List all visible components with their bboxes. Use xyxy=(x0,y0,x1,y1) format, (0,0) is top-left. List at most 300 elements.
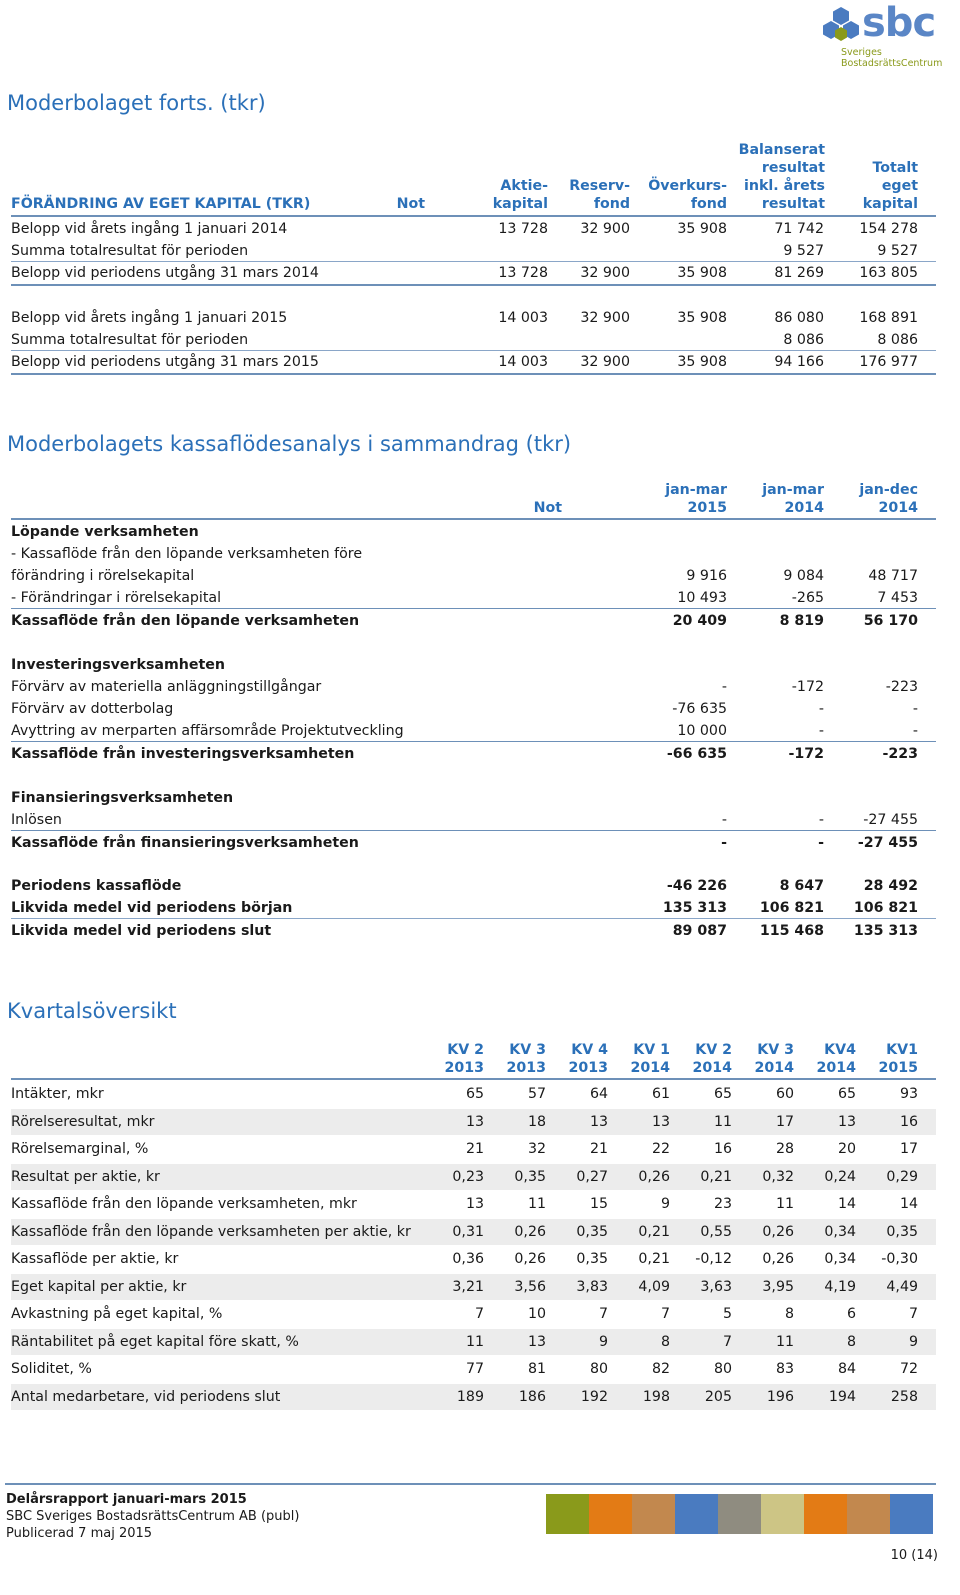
row-value: 9 xyxy=(660,1196,670,1212)
row-value: 14 003 xyxy=(498,354,548,370)
row-value: -27 455 xyxy=(857,835,918,851)
row-label: Periodens kassaflöde xyxy=(11,878,182,894)
row-value: - xyxy=(912,701,918,717)
footer-company: SBC Sveriges BostadsrättsCentrum AB (publ) xyxy=(6,1509,300,1524)
row-value: 11 xyxy=(713,1113,732,1130)
quarter-row xyxy=(11,1246,936,1272)
row-value: 154 278 xyxy=(859,221,918,237)
row-label: - Förändringar i rörelsekapital xyxy=(11,590,222,606)
row-value: 81 269 xyxy=(774,265,824,281)
header-line: KV 3 xyxy=(757,1042,794,1058)
cashflow-row xyxy=(11,787,936,809)
quarter-row xyxy=(11,1081,936,1107)
row-label: Finansieringsverksamheten xyxy=(11,790,234,806)
row-label: Eget kapital per aktie, kr xyxy=(11,1278,187,1295)
row-value: 7 453 xyxy=(877,590,918,606)
row-value: 14 003 xyxy=(498,310,548,326)
row-value: 57 xyxy=(527,1086,546,1102)
row-value: 163 805 xyxy=(859,265,918,281)
row-value: 94 166 xyxy=(774,354,824,370)
row-value: 7 xyxy=(598,1306,608,1322)
header-line: KV4 xyxy=(824,1042,856,1058)
row-value: 4,19 xyxy=(824,1278,856,1295)
row-value: 20 409 xyxy=(672,613,727,629)
row-value: 35 908 xyxy=(677,221,727,237)
row-label: Inlösen xyxy=(11,812,62,828)
row-value: 0,35 xyxy=(514,1168,546,1185)
row-value: 80 xyxy=(713,1361,732,1377)
header-line: fond xyxy=(690,196,727,212)
row-value: 9 xyxy=(908,1333,918,1350)
row-value: 60 xyxy=(775,1086,794,1102)
row-value: 15 xyxy=(589,1196,608,1212)
quarter-column-header xyxy=(680,1041,732,1077)
section2-title: Moderbolagets kassaflödesanalys i sammandrag (tkr) xyxy=(7,432,572,456)
quarter-column-header xyxy=(494,1041,546,1077)
row-value: 11 xyxy=(527,1196,546,1212)
row-value: 9 527 xyxy=(783,243,824,259)
header-line: 2014 xyxy=(630,1060,670,1076)
row-value: 6 xyxy=(846,1306,856,1322)
row-value: - xyxy=(721,835,727,851)
header-line: 2013 xyxy=(568,1060,608,1076)
quarter-row xyxy=(11,1356,936,1382)
divider xyxy=(11,918,936,919)
header-line: Överkurs- xyxy=(648,178,727,194)
row-label: Räntabilitet på eget kapital före skatt, % xyxy=(11,1333,299,1350)
cashflow-row xyxy=(11,676,936,698)
color-stripe xyxy=(847,1494,890,1534)
row-label: Kassaflöde från finansieringsverksamheten xyxy=(11,835,359,851)
row-value: 21 xyxy=(589,1141,608,1157)
row-label: Summa totalresultat för perioden xyxy=(11,332,249,348)
row-value: 0,21 xyxy=(638,1251,670,1267)
footer-color-stripes xyxy=(546,1494,933,1534)
quarter-row xyxy=(11,1191,936,1217)
row-value: 13 xyxy=(465,1196,484,1212)
row-value: 10 xyxy=(527,1306,546,1322)
row-value: 3,83 xyxy=(576,1278,608,1295)
quarter-row xyxy=(11,1219,936,1245)
section3-title: Kvartalsöversikt xyxy=(7,999,177,1023)
row-value: 0,21 xyxy=(700,1168,732,1185)
cashflow-header-c2 xyxy=(740,481,824,517)
row-value: 61 xyxy=(651,1086,670,1102)
header-line: KV1 xyxy=(886,1042,918,1058)
header-line: 2015 xyxy=(878,1060,918,1076)
divider xyxy=(11,261,936,262)
row-value: -27 455 xyxy=(863,812,918,828)
cashflow-row xyxy=(11,610,936,632)
footer-report-title: Delårsrapport januari-mars 2015 xyxy=(6,1492,247,1507)
header-line: resultat xyxy=(761,160,825,176)
row-value: 8 086 xyxy=(783,332,824,348)
header-line: KV 1 xyxy=(633,1042,670,1058)
quarter-column-header xyxy=(556,1041,608,1077)
quarter-column-header xyxy=(742,1041,794,1077)
row-value: 0,26 xyxy=(638,1168,670,1185)
row-label: Rörelseresultat, mkr xyxy=(11,1113,155,1130)
row-value: 13 xyxy=(465,1113,484,1130)
divider xyxy=(11,741,936,742)
row-value: 7 xyxy=(474,1306,484,1322)
row-value: 3,21 xyxy=(452,1278,484,1295)
quarter-row xyxy=(11,1274,936,1300)
header-line: kapital xyxy=(862,196,918,212)
header-line: 2014 xyxy=(878,500,918,516)
row-value: 65 xyxy=(465,1086,484,1102)
header-line: KV 2 xyxy=(695,1042,732,1058)
quarter-column-header xyxy=(432,1041,484,1077)
row-value: 8 647 xyxy=(779,878,824,894)
row-value: -0,12 xyxy=(695,1251,732,1267)
footer-published: Publicerad 7 maj 2015 xyxy=(6,1526,153,1541)
divider xyxy=(11,350,936,351)
header-line: 2014 xyxy=(816,1060,856,1076)
row-value: 168 891 xyxy=(859,310,918,326)
row-value: 11 xyxy=(775,1333,794,1350)
row-label: förändring i rörelsekapital xyxy=(11,568,195,584)
row-value: 9 084 xyxy=(783,568,824,584)
logo-line1: Sveriges xyxy=(841,47,882,58)
row-value: 0,32 xyxy=(762,1168,794,1185)
row-value: 0,35 xyxy=(886,1223,918,1240)
row-value: 32 900 xyxy=(580,354,630,370)
sbc-logo xyxy=(822,0,943,69)
row-value: 7 xyxy=(722,1333,732,1350)
quarter-row xyxy=(11,1301,936,1327)
equity-row xyxy=(11,240,936,262)
cashflow-header-c3 xyxy=(840,481,918,517)
row-value: 135 313 xyxy=(853,923,918,939)
row-value: 8 xyxy=(846,1333,856,1350)
row-value: 115 468 xyxy=(759,923,824,939)
row-value: 5 xyxy=(722,1306,732,1322)
row-value: -76 635 xyxy=(672,701,727,717)
quarter-row xyxy=(11,1109,936,1135)
row-value: 7 xyxy=(908,1306,918,1322)
row-label: Kassaflöde från den löpande verksamheten, mkr xyxy=(11,1196,357,1212)
row-value: 176 977 xyxy=(859,354,918,370)
cashflow-header-c1 xyxy=(640,481,727,517)
row-value: 135 313 xyxy=(662,900,727,916)
row-value: 18 xyxy=(527,1113,546,1130)
row-value: 8 xyxy=(784,1306,794,1322)
row-value: 13 728 xyxy=(498,265,548,281)
cashflow-row xyxy=(11,587,936,609)
row-value: - xyxy=(818,723,824,739)
row-label: - Kassaflöde från den löpande verksamheten före xyxy=(11,546,363,562)
row-value: 0,26 xyxy=(514,1223,546,1240)
row-value: 14 xyxy=(899,1196,918,1212)
row-value: 65 xyxy=(713,1086,732,1102)
row-value: 28 xyxy=(775,1141,794,1157)
row-label: Avkastning på eget kapital, % xyxy=(11,1306,223,1322)
row-value: 81 xyxy=(527,1361,546,1377)
row-value: 65 xyxy=(837,1086,856,1102)
row-label: Antal medarbetare, vid periodens slut xyxy=(11,1388,281,1405)
row-value: 9 916 xyxy=(686,568,727,584)
row-label: Soliditet, % xyxy=(11,1361,92,1377)
logo-line2: BostadsrättsCentrum xyxy=(841,58,943,69)
divider xyxy=(11,1078,936,1080)
row-value: 83 xyxy=(775,1361,794,1377)
header-line: 2013 xyxy=(506,1060,546,1076)
row-label: Belopp vid periodens utgång 31 mars 2014 xyxy=(11,265,319,281)
header-line: jan-dec xyxy=(859,482,918,498)
row-value: - xyxy=(721,812,727,828)
row-value: 198 xyxy=(642,1388,670,1405)
cashflow-row xyxy=(11,832,936,854)
row-value: 13 xyxy=(837,1113,856,1130)
cashflow-row xyxy=(11,543,936,565)
row-value: 186 xyxy=(518,1388,546,1405)
header-line: 2014 xyxy=(784,500,824,516)
equity-header-reserv xyxy=(560,177,630,213)
row-value: 11 xyxy=(465,1333,484,1350)
row-value: 86 080 xyxy=(774,310,824,326)
row-value: 3,56 xyxy=(514,1278,546,1295)
row-value: 7 xyxy=(660,1306,670,1322)
color-stripe xyxy=(546,1494,589,1534)
color-stripe xyxy=(761,1494,804,1534)
cashflow-row xyxy=(11,565,936,587)
header-line: jan-mar xyxy=(665,482,727,498)
row-value: 22 xyxy=(651,1141,670,1157)
row-value: 13 xyxy=(527,1333,546,1350)
row-value: 189 xyxy=(456,1388,484,1405)
header-line: kapital xyxy=(492,196,548,212)
row-value: 71 742 xyxy=(774,221,824,237)
row-value: - xyxy=(912,723,918,739)
header-line: KV 2 xyxy=(447,1042,484,1058)
cashflow-row xyxy=(11,809,936,831)
row-value: 8 086 xyxy=(877,332,918,348)
header-line: inkl. årets xyxy=(743,178,825,194)
row-value: 0,29 xyxy=(886,1168,918,1185)
row-value: 8 819 xyxy=(779,613,824,629)
cashflow-row xyxy=(11,698,936,720)
row-value: 4,49 xyxy=(886,1278,918,1295)
header-line: Aktie- xyxy=(500,178,548,194)
row-value: - xyxy=(818,835,824,851)
row-value: 196 xyxy=(766,1388,794,1405)
equity-row xyxy=(11,262,936,284)
row-value: 10 000 xyxy=(677,723,727,739)
row-value: 0,27 xyxy=(576,1168,608,1185)
row-value: 48 717 xyxy=(868,568,918,584)
equity-header-balanserat xyxy=(730,141,825,213)
quarter-row xyxy=(11,1164,936,1190)
row-label: Investeringsverksamheten xyxy=(11,657,225,673)
header-line: 2013 xyxy=(444,1060,484,1076)
header-line: resultat xyxy=(761,196,825,212)
row-value: 84 xyxy=(837,1361,856,1377)
page-number: 10 (14) xyxy=(890,1548,938,1563)
row-value: 0,26 xyxy=(762,1251,794,1267)
row-value: 20 xyxy=(837,1141,856,1157)
header-line: eget xyxy=(881,178,918,194)
row-value: 0,31 xyxy=(452,1223,484,1240)
equity-header-not: Not xyxy=(396,196,425,212)
row-value: 17 xyxy=(775,1113,794,1130)
divider xyxy=(11,284,936,286)
row-value: 32 900 xyxy=(580,265,630,281)
divider xyxy=(11,830,936,831)
row-value: 9 527 xyxy=(877,243,918,259)
color-stripe xyxy=(804,1494,847,1534)
row-label: Summa totalresultat för perioden xyxy=(11,243,249,259)
row-value: 0,36 xyxy=(452,1251,484,1267)
row-value: 56 170 xyxy=(863,613,918,629)
row-value: 35 908 xyxy=(677,265,727,281)
equity-header-totalt xyxy=(840,159,918,213)
row-label: Avyttring av merparten affärsområde Projektutveckling xyxy=(11,723,404,739)
cashflow-row xyxy=(11,920,936,942)
row-value: 80 xyxy=(589,1361,608,1377)
row-value: -172 xyxy=(788,746,824,762)
equity-header-label: FÖRÄNDRING AV EGET KAPITAL (TKR) xyxy=(11,196,311,212)
row-value: 14 xyxy=(837,1196,856,1212)
row-value: 205 xyxy=(704,1388,732,1405)
cashflow-row xyxy=(11,743,936,765)
cashflow-row xyxy=(11,875,936,897)
row-value: - xyxy=(818,701,824,717)
cashflow-row xyxy=(11,720,936,742)
quarter-column-header xyxy=(804,1041,856,1077)
row-value: -172 xyxy=(791,679,824,695)
row-value: 16 xyxy=(713,1141,732,1157)
row-value: 106 821 xyxy=(759,900,824,916)
row-value: 0,21 xyxy=(638,1223,670,1240)
equity-row xyxy=(11,218,936,240)
row-value: 13 728 xyxy=(498,221,548,237)
row-value: 3,63 xyxy=(700,1278,732,1295)
header-line: 2014 xyxy=(692,1060,732,1076)
section1-title: Moderbolaget forts. (tkr) xyxy=(7,91,266,115)
row-value: 0,35 xyxy=(576,1251,608,1267)
row-value: 32 xyxy=(527,1141,546,1157)
row-value: 11 xyxy=(775,1196,794,1212)
row-value: 0,55 xyxy=(700,1223,732,1240)
quarter-row xyxy=(11,1329,936,1355)
header-line: Balanserat xyxy=(738,142,825,158)
quarter-column-header xyxy=(618,1041,670,1077)
row-label: Löpande verksamheten xyxy=(11,524,199,540)
equity-row xyxy=(11,307,936,329)
header-line: KV 4 xyxy=(571,1042,608,1058)
row-value: -46 226 xyxy=(666,878,727,894)
equity-header-aktie xyxy=(480,177,548,213)
row-value: 194 xyxy=(828,1388,856,1405)
color-stripe xyxy=(632,1494,675,1534)
row-label: Rörelsemarginal, % xyxy=(11,1141,149,1157)
row-value: - xyxy=(818,812,824,828)
equity-row xyxy=(11,329,936,351)
row-value: 0,26 xyxy=(514,1251,546,1267)
row-value: 32 900 xyxy=(580,221,630,237)
cashflow-row xyxy=(11,521,936,543)
row-value: 16 xyxy=(899,1113,918,1130)
row-label: Likvida medel vid periodens början xyxy=(11,900,293,916)
logo-wordmark: sbc xyxy=(862,0,936,46)
row-value: 77 xyxy=(465,1361,484,1377)
row-value: -66 635 xyxy=(666,746,727,762)
row-value: 35 908 xyxy=(677,354,727,370)
row-value: 4,09 xyxy=(638,1278,670,1295)
row-value: 13 xyxy=(589,1113,608,1130)
header-line: Reserv- xyxy=(569,178,630,194)
quarter-column-header xyxy=(866,1041,918,1077)
color-stripe xyxy=(675,1494,718,1534)
row-value: 3,95 xyxy=(762,1278,794,1295)
row-label: Kassaflöde från investeringsverksamheten xyxy=(11,746,355,762)
row-value: 28 492 xyxy=(863,878,918,894)
row-label: Förvärv av dotterbolag xyxy=(11,701,174,717)
row-value: 82 xyxy=(651,1361,670,1377)
row-value: -223 xyxy=(882,746,918,762)
row-label: Belopp vid årets ingång 1 januari 2014 xyxy=(11,221,288,237)
row-value: 17 xyxy=(899,1141,918,1157)
row-value: - xyxy=(721,679,727,695)
row-value: 23 xyxy=(713,1196,732,1212)
row-value: 89 087 xyxy=(672,923,727,939)
equity-header-overkurs xyxy=(640,177,727,213)
header-line: Totalt xyxy=(872,160,918,176)
row-value: 72 xyxy=(899,1361,918,1377)
row-value: 0,26 xyxy=(762,1223,794,1240)
divider xyxy=(11,608,936,609)
row-value: -0,30 xyxy=(881,1251,918,1267)
header-line: 2014 xyxy=(754,1060,794,1076)
cashflow-row xyxy=(11,897,936,919)
row-value: -223 xyxy=(885,679,918,695)
quarter-row xyxy=(11,1384,936,1410)
row-value: 93 xyxy=(899,1086,918,1102)
row-value: 0,34 xyxy=(824,1223,856,1240)
color-stripe xyxy=(589,1494,632,1534)
header-line: 2015 xyxy=(687,500,727,516)
header-line: KV 3 xyxy=(509,1042,546,1058)
color-stripe xyxy=(890,1494,933,1534)
row-label: Resultat per aktie, kr xyxy=(11,1168,160,1185)
row-value: 21 xyxy=(465,1141,484,1157)
footer-divider xyxy=(5,1483,936,1485)
row-label: Kassaflöde från den löpande verksamheten xyxy=(11,613,360,629)
row-value: -265 xyxy=(791,590,824,606)
row-value: 192 xyxy=(580,1388,608,1405)
row-value: 258 xyxy=(890,1388,918,1405)
quarter-row xyxy=(11,1136,936,1162)
row-value: 35 908 xyxy=(677,310,727,326)
row-value: 0,35 xyxy=(576,1223,608,1240)
equity-row xyxy=(11,351,936,373)
color-stripe xyxy=(718,1494,761,1534)
row-value: 10 493 xyxy=(677,590,727,606)
divider xyxy=(11,373,936,375)
row-label: Belopp vid periodens utgång 31 mars 2015 xyxy=(11,354,319,370)
header-line: jan-mar xyxy=(762,482,824,498)
row-label: Likvida medel vid periodens slut xyxy=(11,923,272,939)
cashflow-row xyxy=(11,654,936,676)
hexagon-logo-icon xyxy=(822,6,860,46)
row-value: 0,34 xyxy=(824,1251,856,1267)
row-value: 9 xyxy=(598,1333,608,1350)
row-value: 64 xyxy=(589,1086,608,1102)
row-label: Kassaflöde från den löpande verksamheten per aktie, kr xyxy=(11,1223,411,1240)
row-label: Förvärv av materiella anläggningstillgångar xyxy=(11,679,322,695)
row-value: 106 821 xyxy=(853,900,918,916)
